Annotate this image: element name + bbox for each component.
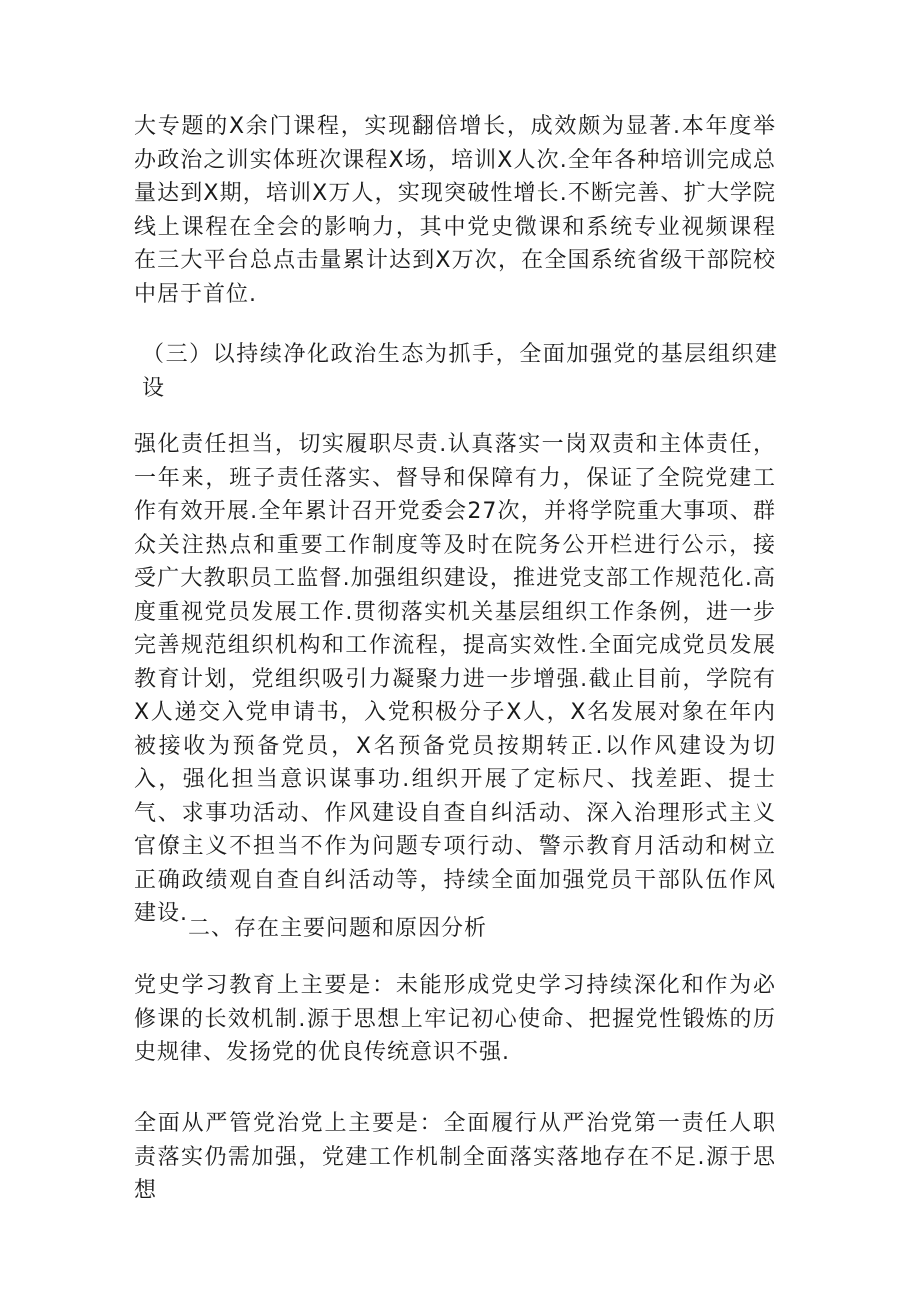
section-heading-problems: 二、存在主要问题和原因分析 bbox=[188, 916, 488, 941]
section-heading-grassroots: （三）以持续净化政治生态为抓手，全面加强党的基层组织建设 bbox=[142, 342, 778, 401]
body-paragraph-party-governance: 全面从严管党治党上主要是：全面履行从严治党第一责任人职责落实仍需加强，党建工作机制全面落实落地存在不足.源于思想 bbox=[134, 1111, 776, 1203]
body-paragraph-history-study: 党史学习教育上主要是：未能形成党史学习持续深化和作为必修课的长效机制.源于思想上牢记初心使命、把握党性锻炼的历史规律、发扬党的优良传统意识不强. bbox=[134, 973, 776, 1065]
body-paragraph-responsibility: 强化责任担当，切实履职尽责.认真落实一岗双责和主体责任，一年来，班子责任落实、督导和保障有力，保证了全院党建工作有效开展.全年累计召开党委会27次，并将学院重大事项、群众关注热点和重要工作制度等及时在院务公开栏进行公示，接受广大教职员工监督.加强组织建设，推进党支部工作规范化.高度重视党员发展工作.贯彻落实机关基层组织工作条例，进一步完善规范组织机构和工作流程，提高实效性.全面完成党员发展教育计划，党组织吸引力凝聚力进一步增强.截止目前，学院有X人递交入党申请书，入党积极分子X人，X名发展对象在年内被接收为预备党员，X名预备党员按期转正.以作风建设为切入，强化担当意识谋事功.组织开展了定标尺、找差距、提士气、求事功活动、作风建设自查自纠活动、深入治理形式主义官僚主义不担当不作为问题专项行动、警示教育月活动和树立正确政绩观自查自纠活动等，持续全面加强党员干部队伍作风建设. bbox=[134, 432, 776, 926]
body-paragraph-training: 大专题的X余门课程，实现翻倍增长，成效颇为显著.本年度举办政治之训实体班次课程X场，培训X人次.全年各种培训完成总量达到X期，培训X万人，实现突破性增长.不断完善、扩大学院线上课程在全会的影响力，其中党史微课和系统专业视频课程在三大平台总点击量累计达到X万次，在全国系统省级干部院校中居于首位. bbox=[134, 114, 776, 307]
